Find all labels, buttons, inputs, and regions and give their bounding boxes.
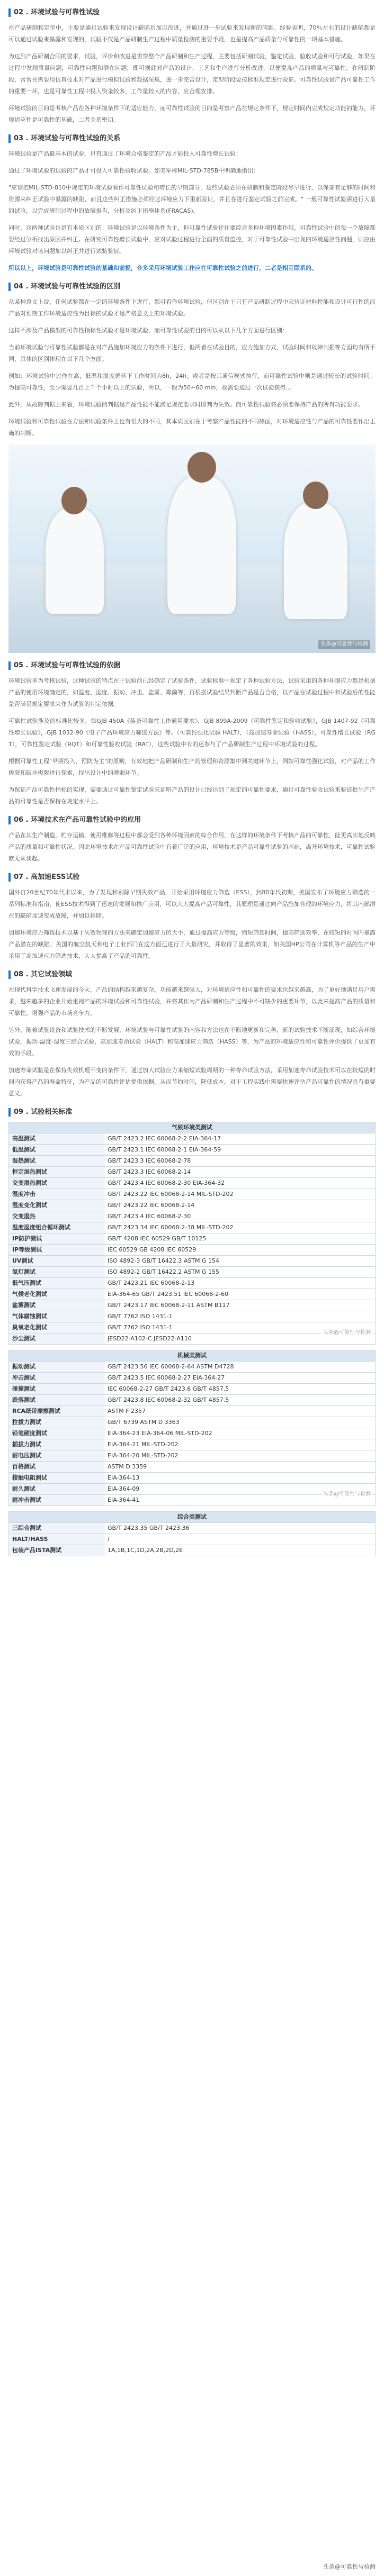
standards-table-climate	[8, 1122, 376, 1345]
table-row	[9, 1334, 376, 1345]
table-row	[9, 1450, 376, 1462]
test-name-cell: 跌落测试	[9, 1395, 104, 1406]
section-heading	[8, 133, 376, 144]
test-name-cell: 臭氧老化测试	[9, 1322, 104, 1334]
standard-cell: GB/T 2423.4 IEC 60068-2-30	[104, 1211, 376, 1222]
table-row	[9, 1167, 376, 1178]
standard-cell: GB/T 2423.3 IEC 60068-2-78	[104, 1156, 376, 1167]
paragraph: 另外，随着试验设备和试验技术的不断发展，环境试验与可靠性试验的内容和方法也在不断地更新和完善，新的试验技术不断涌现，如综合环境试验，振动-温度-湿度三综合试验，高加速寿命试验（HALT）和高加速应力筛选（HASS）等，为产品的环境适应性和可靠性评价提供了更加有效的手段。	[8, 1027, 376, 1057]
table-row	[9, 1373, 376, 1384]
table-row	[9, 1428, 376, 1439]
section-heading	[8, 7, 376, 18]
standard-cell: GB/T 4208 IEC 60529 GB/T 10125	[104, 1233, 376, 1245]
test-name-cell: IP防护测试	[9, 1233, 104, 1245]
paragraph: 加速环境应力筛选技术以基于失效物理的方法来确定加速应力的大小，通过提高应力等级，缩短筛选时间，提高筛选效率，在较短的时间内暴露产品潜在的缺陷。美国的航空航天和电子工业部门在这方面已进行了大量研究，并取得了显著的效果，如美国HP公司在计算机等产品的生产中采用了高加速应力筛选技术，大大提高了产品的可靠性。	[8, 929, 376, 959]
test-name-cell: 交变湿热	[9, 1211, 104, 1222]
test-name-cell: 气体腐蚀测试	[9, 1311, 104, 1322]
heading-marker	[8, 970, 11, 979]
table-row	[9, 1462, 376, 1473]
standard-cell: GB/T 2423.8 IEC 60068-2-32 GB/T 4857.5	[104, 1395, 376, 1406]
paragraph: 环境试验是产品最基本的试验，只有通过了环境合格鉴定的产品才能投入可靠性增长试验：	[8, 150, 242, 157]
standard-cell: GB/T 2423.4 IEC 60068-2-30 EIA-364-32	[104, 1178, 376, 1189]
standard-cell: GB/T 2423.1 IEC 60068-2-1 EIA-364-59	[104, 1145, 376, 1156]
section-title: 08 . 其它试验领域	[14, 970, 73, 978]
table-row	[9, 1322, 376, 1334]
page-watermark: 头条@可靠性与检测	[323, 2563, 376, 2570]
table-row	[9, 1417, 376, 1428]
paragraph: "应该把MIL-STD-810中规定的环境试验看作可靠性试验和增长的早期部分，这些试验必须在研制和鉴定阶段尽早进行，以保证有足够的时间和资源来纠正试验中暴露的缺陷，而且这些纠正措施必须经过环境应力下重新验证，并且在进行鉴定试验之前完成。" 一般可靠性试验需进行大量的试验，以完成研制过程中的故障报告，分析及纠正措施体系(FRACAS)。	[8, 184, 376, 214]
standard-cell: GB/T 2423.35 GB/T 2423.36	[104, 1523, 376, 1534]
section-title: 09 . 试验相关标准	[14, 1108, 73, 1116]
section-title: 07 . 高加速ESS试验	[14, 873, 80, 881]
test-name-cell: RCA纸带摩擦测试	[9, 1406, 104, 1417]
section-heading	[8, 1107, 376, 1118]
table-row	[9, 1311, 376, 1322]
table-row	[9, 1145, 376, 1156]
table-row	[9, 1300, 376, 1311]
table-row	[9, 1256, 376, 1267]
section-heading	[8, 282, 376, 292]
table-row	[9, 1133, 376, 1145]
standard-cell: GB/T 2423.34 IEC 60068-2-38 MIL-STD-202	[104, 1222, 376, 1233]
standards-table-combined	[8, 1511, 376, 1556]
test-name-cell: 盐雾测试	[9, 1300, 104, 1311]
test-name-cell: 包装产品ISTA测试	[9, 1545, 104, 1556]
test-name-cell: UV测试	[9, 1256, 104, 1267]
paragraph: 例如：环境试验中过作在高，低温和温度循环下工作时间为8h，24h；或者是按其通信模式执行，而可靠性试验中则是通过较长的试验时间；为提高可靠性，至少需要几百上千个小时以上的试验，所以，一般为50~60 min，故需要通过一次试验获得...	[8, 373, 376, 391]
standard-cell: GB/T 7762 ISO 1431-1	[104, 1311, 376, 1322]
paragraph: 当前环境试验与可靠性试验都是在对产品施加环境应力的条件下进行，但两者在试验目的，应力施加方式，试验时间和故障判据等方面均有所不同，具体的区别体现在以下几个方面。	[8, 344, 376, 362]
heading-marker	[8, 8, 11, 17]
section-heading	[8, 660, 376, 671]
test-name-cell: 温度变化测试	[9, 1200, 104, 1211]
scientist-head	[303, 482, 328, 509]
table-row	[9, 1233, 376, 1245]
test-name-cell: 氙灯测试	[9, 1267, 104, 1278]
table-row	[9, 1267, 376, 1278]
scientist-head	[187, 452, 216, 483]
standard-cell: ASTM D 3359	[104, 1462, 376, 1473]
standard-cell: JESD22-A102-C JESD22-A110	[104, 1334, 376, 1345]
heading-marker	[8, 661, 11, 670]
standard-cell: GB/T 2423.22 IEC 60068-2-14	[104, 1200, 376, 1211]
table-row	[9, 1211, 376, 1222]
standard-cell: GB/T 2423.17 IEC 60068-2-11 ASTM B117	[104, 1300, 376, 1311]
test-name-cell: 低气压测试	[9, 1278, 104, 1289]
standard-cell: GB/T 7762 ISO 1431-1	[104, 1322, 376, 1334]
paragraph: 同时，这两种试验也是有本质区别的：环境试验是以环境条件为主，但可靠性试验往往要综合多种环境因素作用，可靠性试验中的每一个故障都要经过分析找出原因并纠正。在研究可靠性增长试验中，应对试验过程进行全面的质量监控，对于可靠性试验中出现的环境适应性问题，则应由环境试验对该问题加以纠正并进行试验验证。	[8, 224, 376, 255]
standard-cell: EIA-364-65 GB/T 2423.51 IEC 60068-2-60	[104, 1289, 376, 1300]
standard-cell: ISO 4892-3 GB/T 16422.3 ASTM G 154	[104, 1256, 376, 1267]
paragraph: 环境试验和可靠性试验在方法和试验条件上也有很大的不同，其本质区别在于考察产品性能的不同侧面，对环境适应性与产品的可靠性要作出正确的判断。	[8, 418, 376, 437]
photo-watermark: 头条@可靠性与检测	[318, 640, 370, 649]
table-row	[9, 1189, 376, 1200]
standard-cell: IEC 60529 GB 4208 IEC 60529	[104, 1245, 376, 1256]
standard-cell: EIA-364-20 MIL-STD-202	[104, 1450, 376, 1462]
test-name-cell: 振动测试	[9, 1362, 104, 1373]
heading-marker	[8, 873, 11, 882]
heading-marker	[8, 816, 11, 824]
standards-table-climate-wrapper	[8, 1122, 376, 1345]
paragraph: 产品在其生产制造，贮存运输，使用维修等过程中都会受到各种环境因素的综合作用，在这样的环境条件下考核产品的可靠性，能更真实地反映产品的质量和可靠性状况。因此环境技术在产品可靠性试验中有着广泛的应用，环境技术是产品可靠性试验的基础，离开环境技术，可靠性试验就无从谈起。	[8, 832, 376, 862]
paragraph: 环境试验多为考核试验，这种试验的特点在于试验前已经确定了试验条件，试验标准中规定了各种试验方法，试验采用的各种环境应力都是根据产品的使用环境确定的，如温度、湿度、振动、冲击、盐雾、霉菌等，再根据试验结果判断产品是否合格，以产品在试验过程中和试验后的性能是否满足规定要求来作为试验的判定依据。	[8, 677, 376, 708]
article-body	[0, 7, 384, 1556]
test-name-cell: 气候老化测试	[9, 1289, 104, 1300]
table-watermark: 头条@可靠性与检测	[322, 1329, 372, 1337]
paragraph: 从某种意义上说，任何试验都在一定的环境条件下进行，都可看作环境试验，但区别在于只有产品研制过程中来验证材料性能和设计可行性的而产品对预期工作环境适应性为目标的试验才是严格意义上的环境试验。	[8, 298, 376, 317]
standard-cell: ISO 4892-2 GB/T 16422.2 ASTM G 155	[104, 1267, 376, 1278]
test-name-cell: 百格测试	[9, 1462, 104, 1473]
test-name-cell: 耐久测试	[9, 1484, 104, 1495]
test-name-cell: 恒定湿热测试	[9, 1167, 104, 1178]
standard-cell: GB/T 2423.21 IEC 60068-2-13	[104, 1278, 376, 1289]
paragraph: 此外，从故障判据上来看，环境试验的判据是产品性能不能满足规范要求时即判为失效。而可靠性试验将必须要保持产品的所有功能要求。	[8, 401, 364, 408]
standards-table-combined-wrapper	[8, 1511, 376, 1556]
standard-cell: EIA-364-21 MIL-STD-202	[104, 1439, 376, 1450]
test-name-cell: 接触电阻测试	[9, 1473, 104, 1484]
table-row	[9, 1178, 376, 1189]
section-heading	[8, 815, 376, 826]
test-name-cell: IP等级测试	[9, 1245, 104, 1256]
standard-cell: ASTM F 2357	[104, 1406, 376, 1417]
section-title: 06 . 环境技术在产品可靠性试验中的应用	[14, 816, 141, 824]
standards-table-mechanical	[8, 1350, 376, 1506]
test-name-cell: 湿热测试	[9, 1156, 104, 1167]
test-name-cell: 拉拔力测试	[9, 1417, 104, 1428]
standard-cell: GB/T 2423.3 IEC 60068-2-14	[104, 1167, 376, 1178]
scientist-head	[61, 487, 87, 514]
section-heading	[8, 969, 376, 980]
test-name-cell: 碰撞测试	[9, 1384, 104, 1395]
standard-cell: GB/T 2423.56 IEC 60068-2-64 ASTM D4728	[104, 1362, 376, 1373]
paragraph: 可靠性试验涉及的标准比较多，如GJB 450A《装备可靠性工作通用要求》，GJB 899A-2009《可靠性鉴定和验收试验》，GJB 1407-92《可靠性增长试验》，GJB 1032-90《电子产品环境应力筛选方法》等。（可靠性强化试验 HALT），（高加速寿命试验（HASS），可靠性增长试验（RGT），可靠性鉴定试验（RQT）和可靠性验收试验（RAT），这些试验中有的还参与了产品研制生产过程中环境试验的过程。	[8, 718, 376, 748]
test-name-cell: 温度冲击	[9, 1189, 104, 1200]
standard-cell: EIA-364-09	[104, 1484, 376, 1495]
section-heading	[8, 872, 376, 883]
table-row	[9, 1439, 376, 1450]
scientist-figure	[46, 508, 104, 614]
lab-photo	[8, 445, 376, 653]
heading-marker	[8, 1108, 11, 1117]
highlight-paragraph: 所以以上，环境试验是可靠性试验的基础和前提，合多采用环境试验工作应在可靠性试验之前进行，二者是相互联系的。	[8, 265, 317, 271]
table-category: 机械类测试	[9, 1350, 376, 1362]
standard-cell: EIA-364-23 EIA-364-06 MIL-STD-202	[104, 1428, 376, 1439]
test-name-cell: 沙尘测试	[9, 1334, 104, 1345]
heading-marker	[8, 134, 11, 143]
section-title: 05 . 环境试验与可靠性试验的依据	[14, 661, 121, 669]
paragraph: 环境试验的目的是考核产品在各种环境条件下的适应能力，而可靠性试验的目的是考察产品在规定条件下，规定时间内完成规定功能的能力，环境适应性是可靠性的基础，二者关系密切。	[8, 105, 376, 123]
table-watermark: 头条@可靠性与检测	[322, 1490, 372, 1499]
table-row	[9, 1156, 376, 1167]
table-row	[9, 1484, 376, 1495]
test-name-cell: HALT/HASS	[9, 1534, 104, 1545]
standard-cell: 1A,1B,1C,1D,2A,2B,2D,2E	[104, 1545, 376, 1556]
table-row	[9, 1222, 376, 1233]
table-row	[9, 1534, 376, 1545]
paragraph: 在现代科学技术飞速发展的今天，产品的结构越来越复杂，功能越来越强大，对环境适应性和可靠性的要求也越来越高，为了更好地满足用户需求，越来越多的企业开始重视产品的环境试验和可靠性试验，并将其作为产品研制和生产过程中不可缺少的重要环节，以此来提高产品的质量和可靠性，增强产品的市场竞争力。	[8, 986, 376, 1017]
table-row	[9, 1473, 376, 1484]
test-name-cell: 高温测试	[9, 1133, 104, 1145]
table-row	[9, 1245, 376, 1256]
paragraph: 通过了环境试验的试验的产品才可投入可靠性验收试验。如美军标MIL-STD-785B中明确地指出：	[8, 167, 260, 174]
standard-cell: EIA-364-13	[104, 1473, 376, 1484]
table-row	[9, 1362, 376, 1373]
table-row	[9, 1406, 376, 1417]
heading-marker	[8, 283, 11, 291]
standards-table-mechanical-wrapper	[8, 1350, 376, 1506]
test-name-cell: 交变湿热测试	[9, 1178, 104, 1189]
table-category: 综合类测试	[9, 1512, 376, 1523]
table-row	[9, 1495, 376, 1506]
table-row	[9, 1395, 376, 1406]
table-row	[9, 1200, 376, 1211]
standard-cell: /	[104, 1534, 376, 1545]
paragraph: 加速寿命试验是在保持失效机理不变的条件下，通过加大试验应力来缩短试验周期的一种寿命试验方法，采用加速寿命试验技术可以在较短的时间内获得产品的寿命特征，为产品的可靠性评估提供依据。从而节约时间，降低成本，对于工程实践中需要快速评估产品可靠性的情况具有重要意义。	[8, 1067, 376, 1097]
standard-cell: IEC 60068-2-27 GB/T 2423.6 GB/T 4857.5	[104, 1384, 376, 1395]
standard-cell: EIA-364-41	[104, 1495, 376, 1506]
paragraph: 国外自20世纪70年代末以来，为了发现和剔除早期失效产品，开始采用环境应力筛选（ESS），到80年代初期，美国发布了环境应力筛选的一系列标准和指南，使ESS技术得到了迅速的发展和推广应用，可以大大提高产品可靠性，其原理是通过向产品施加合理的环境应力，将其内部潜在的缺陷加速变成故障，并加以排除。	[8, 889, 376, 919]
standard-cell: GB/T 2423.2 IEC 60068-2-2 EIA-364-17	[104, 1133, 376, 1145]
scientist-figure	[167, 476, 236, 614]
table-category: 气候环境类测试	[9, 1122, 376, 1133]
table-row	[9, 1278, 376, 1289]
paragraph: 在产品研制和定型中，主要是通过试验来发现设计缺陷后加以改进，并通过进一步试验来发现新的问题。经验表明，70％左右的设计缺陷都是可以通过试验来暴露和发现的，试验不仅是产品研制生产过程中质量检测的重要手段，也是提高产品质量与可靠性的一项基本措施。	[8, 24, 376, 43]
standard-cell: GB/T 2423.22 IEC 60068-2-14 MIL-STD-202	[104, 1189, 376, 1200]
table-row	[9, 1289, 376, 1300]
section-title: 03 . 环境试验与可靠性试验的关系	[14, 134, 121, 142]
standard-cell: GB/T 6739 ASTM D 3363	[104, 1417, 376, 1428]
test-name-cell: 温度湿度组合循环测试	[9, 1222, 104, 1233]
table-row	[9, 1523, 376, 1534]
test-name-cell: 冲击测试	[9, 1373, 104, 1384]
paragraph: 这样不涉及产品模型的可靠性指标性试验才是环境试验，而可靠性试验的目的可以从以下几个方面进行区别：	[8, 327, 288, 334]
test-name-cell: 耐冲击测试	[9, 1495, 104, 1506]
paragraph: 根据可靠性工程"早期投入，预防为主"的原则，有效地把产品研制和生产的管理和资源集中到关键环节上，例如可靠性强化试验，对产品的工作极限和破坏极限进行探索，找出设计中的薄弱环节。	[8, 758, 376, 776]
section-title: 04 . 环境试验与可靠性试验的区别	[14, 283, 121, 291]
table-row	[9, 1384, 376, 1395]
paragraph: 为达到产品研制合同的要求，试验，评价和改进是贯穿整个产品研制和生产过程，主要包括研制试验，鉴定试验，验收试验和可行试验，如果在过程中发现质量问题，可靠性问题和潜在问题，即可据此对产品的设计，工艺和生产进行分析改进，以便提高产品的质量与可靠性。在研制阶段，常常在需要用仿真技术对产品进行模拟试验和数据采集，进一步完善设计，定型阶段要按标准规定进行验证。可靠性试验是产品可靠性工作的重要一环，也是可靠性工程中投入资金较多，工作量较大的内容，应合理安排。	[8, 53, 376, 95]
scientist-figure	[284, 503, 347, 619]
paragraph: 为保证产品可靠性指标的实现，需要通过可靠性鉴定试验来证明产品的设计已经达到了规定的可靠性要求，通过可靠性验收试验来验证批生产产品的可靠性是否保持在规定水平上。	[8, 786, 376, 805]
section-title: 02 . 环境试验与可靠性试验	[14, 8, 100, 16]
standard-cell: GB/T 2423.5 IEC 60068-2-27 EIA-364-27	[104, 1373, 376, 1384]
test-name-cell: 铅笔硬度测试	[9, 1428, 104, 1439]
test-name-cell: 插拔力测试	[9, 1439, 104, 1450]
test-name-cell: 低温测试	[9, 1145, 104, 1156]
table-row	[9, 1545, 376, 1556]
test-name-cell: 耐电压测试	[9, 1450, 104, 1462]
test-name-cell: 三综合测试	[9, 1523, 104, 1534]
